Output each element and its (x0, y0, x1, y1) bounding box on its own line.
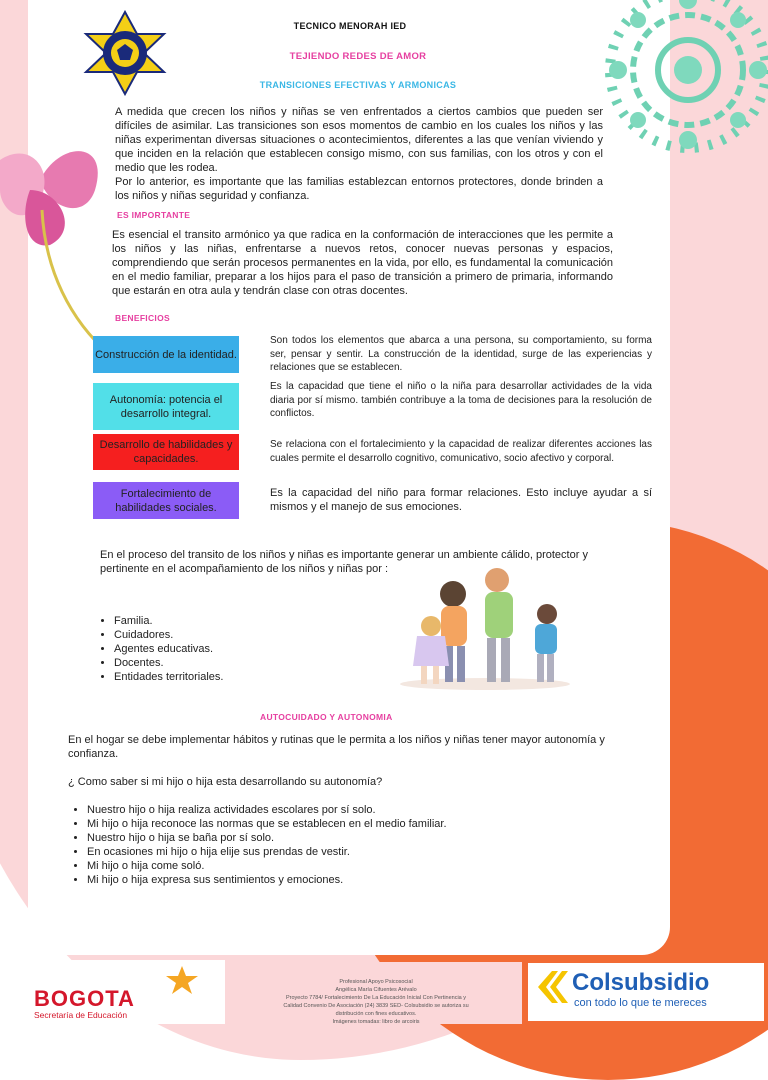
slogan: TEJIENDO REDES DE AMOR (289, 51, 427, 62)
benefit-box-identidad: Construcción de la identidad. (93, 336, 239, 373)
colsubsidio-tagline: con todo lo que te mereces (574, 997, 707, 1009)
school-name: TECNICO MENORAH IED (293, 21, 407, 31)
intro-paragraph (115, 105, 603, 203)
autocuidado-paragraph: En el hogar se debe implementar hábitos y rutinas que le permita a los niños y niñas tener mayor autonomía y confianza. (68, 734, 605, 760)
benefit-box-sociales: Fortalecimiento de habilidades sociales. (93, 482, 239, 519)
importante-paragraph: Es esencial el transito armónico ya que radica en la conformación de interacciones que les permite a los niños y las niñas, enfrentarse a nuevos retos, conocer nuevas personas y espacios, comprendiendo que serán procesos permanentes en la vida, por ello, es fundamental la comunicación en el medio familiar, preparar a los hijos para el paso de transición a primero de primaria, informando que estarán en otra aula y tendrán clase con otras docentes. (112, 229, 613, 297)
list-item: • Mi hijo o hija reconoce las normas que se establecen en el medio familiar. (87, 817, 447, 831)
credits-block (230, 962, 522, 1024)
list-item: • Mi hijo o hija expresa sus sentimientos y emociones. (87, 873, 447, 887)
credit-line: Profesional Apoyo Psicosocial (339, 979, 413, 985)
school-logo-icon (82, 10, 168, 96)
benefit-box-habilidades: Desarrollo de habilidades y capacidades. (93, 434, 239, 470)
proceso-list (100, 614, 223, 684)
colsubsidio-mark-icon (532, 967, 572, 1007)
list-item: • Nuestro hijo o hija se baña por sí solo. (87, 831, 447, 845)
credit-line: Angélica María Cifuentes Arévalo (335, 987, 417, 993)
list-item: • Mi hijo o hija come soló. (87, 859, 447, 873)
topic-title: TRANSICIONES EFECTIVAS Y ARMONICAS (259, 80, 457, 90)
section-title-autocuidado: AUTOCUIDADO Y AUTONOMIA (260, 712, 393, 722)
list-item: • En ocasiones mi hijo o hija elije sus prendas de vestir. (87, 845, 447, 859)
benefit-desc-autonomia: Es la capacidad que tiene el niño o la niña para desarrollar actividades de la vida diaria por sí mismo. también contribuye a la toma de decisiones para la resolución de conflictos. (270, 381, 652, 419)
section-title-beneficios: BENEFICIOS (115, 313, 170, 323)
flower-decoration-icon (0, 120, 120, 360)
list-item: • Nuestro hijo o hija realiza actividades escolares por sí solo. (87, 803, 447, 817)
credit-line: Calidad Convenio De Asociación (24) 3839 SED- Colsubsidio se autoriza su (283, 1003, 469, 1009)
credit-line: distribución con fines educativos. (335, 1011, 417, 1017)
autonomia-list (73, 803, 447, 887)
section-title-importante: ES IMPORTANTE (117, 210, 191, 220)
list-item: • Entidades territoriales. (114, 670, 223, 684)
colsubsidio-name: Colsubsidio (572, 969, 710, 996)
family-illustration-icon (395, 562, 575, 692)
autonomia-question: ¿ Como saber si mi hijo o hija esta desarrollando su autonomía? (68, 776, 383, 788)
benefit-desc-habilidades: Se relaciona con el fortalecimiento y la capacidad de realizar diferentes acciones las cuales permite el desarrollo cognitivo, comunicativo, socio afectivo y corporal. (270, 439, 652, 464)
credit-line: Proyecto 7784/ Fortalecimiento De La Educación Inicial Con Pertinencia y (285, 995, 467, 1001)
benefit-desc-sociales: Es la capacidad del niño para formar relaciones. Esto incluye ayudar a sí mismos y el manejo de sus emociones. (270, 487, 652, 513)
proceso-paragraph: En el proceso del transito de los niños y niñas es importante generar un ambiente cálido, protector y pertinente en el acompañamiento de los niños y niñas por : (100, 549, 588, 575)
bogota-star-icon (162, 966, 202, 996)
bogota-name: BOGOTA (34, 986, 135, 1011)
intro-text-1: A medida que crecen los niños y niñas se ven enfrentados a ciertos cambios que pueden ser difíciles de asimilar. Las transiciones son esos momentos de cambio en los cuales los niños y las niñas experimentan diversas situaciones o acontecimientos, diferentes a las que venían viviendo y que inciden en la relación que establecen consigo mismo, con sus familias, con los otros y con el medio que les rodea. (115, 106, 603, 174)
list-item: • Docentes. (114, 656, 223, 670)
bogota-subtitle: Secretaría de Educación (34, 1010, 128, 1020)
list-item: • Familia. (114, 614, 223, 628)
benefit-box-autonomia: Autonomía: potencia el desarrollo integral. (93, 383, 239, 430)
bogota-logo (0, 960, 225, 1024)
mandala-decoration-icon (598, 0, 768, 160)
benefit-desc-identidad: Son todos los elementos que abarca a una persona, su comportamiento, su forma ser, pensar y sentir. La construcción de la identidad, surge de las experiencias y relaciones que se establecen. (270, 335, 652, 373)
list-item: • Cuidadores. (114, 628, 223, 642)
colsubsidio-logo (528, 963, 764, 1021)
list-item: • Agentes educativas. (114, 642, 223, 656)
credit-line: Imágenes tomadas: libro de arcoiris (332, 1019, 420, 1024)
intro-text-2: Por lo anterior, es importante que las familias establezcan entornos protectores, donde brinden a los niños y niñas seguridad y confianza. (115, 176, 603, 202)
